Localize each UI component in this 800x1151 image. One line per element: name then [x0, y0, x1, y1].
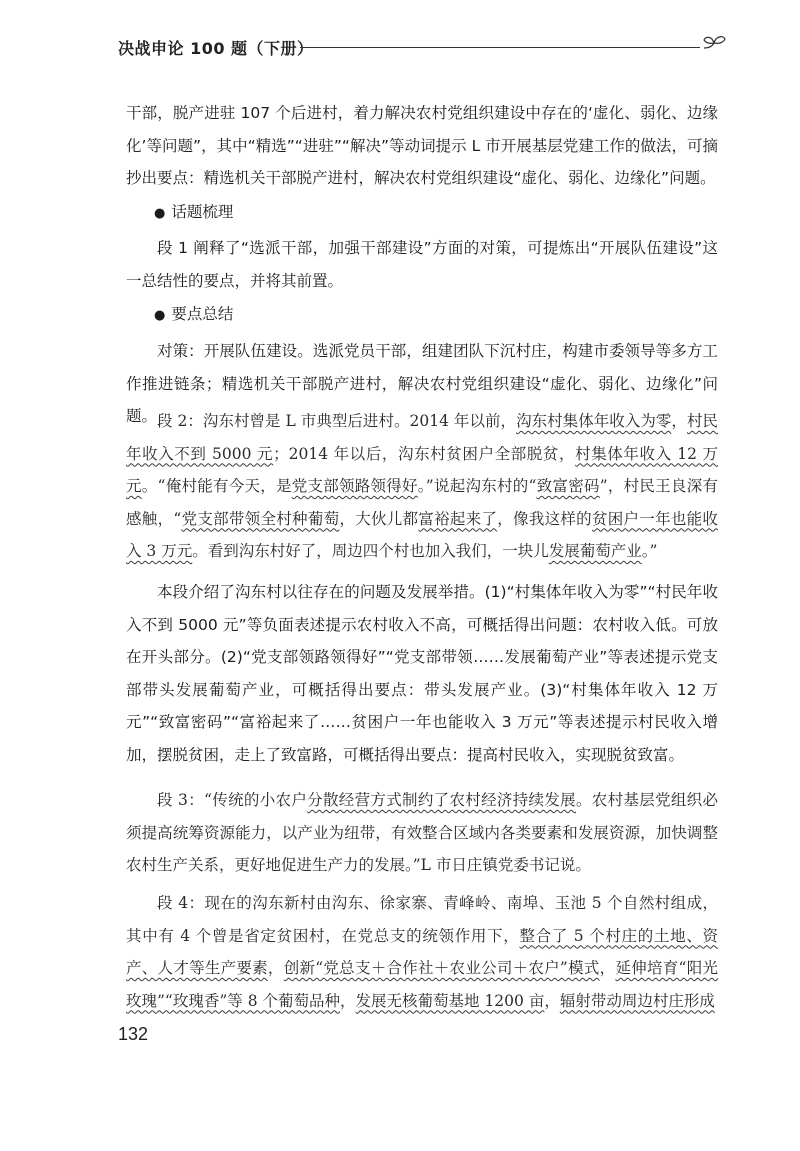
source-excerpt-4: 段 4：现在的沟东新村由沟东、徐家寨、青峰岭、南埠、玉池 5 个自然村组成，其中有 4 个曾是省定贫困村，在党总支的统领作用下，整合了 5 个村庄的土地、资产、人才等生产要素，创新“党总支＋合作社＋农业公司＋农户”模式，延伸培育“阳光玫瑰”“玫瑰香”等 8 个葡萄品种，发展无核葡萄基地 1200 亩，辐射带动周边村庄形成: [126, 894, 719, 1010]
underlined-phrase: 富裕起来了: [418, 509, 498, 528]
underlined-phrase: 整合了 5 个村庄的土地、资产、人才等生产要素: [126, 926, 719, 977]
underlined-phrase: 辐射带动周边村庄形成: [559, 991, 715, 1010]
underlined-phrase: 致富密码: [536, 477, 600, 495]
paragraph-continuation: 干部，脱产进驻 107 个后进村，着力解决农村党组织建设中存在的‘虚化、弱化、边缘化’等问题”，其中“精选”“进驻”“解决”等动词提示 L 市开展基层党建工作的做法，可摘抄出要点：精选机关干部脱产进村，解决农村党组织建设“虚化、弱化、边缘化”问题。: [126, 104, 718, 187]
section-heading-label: 要点总结: [171, 305, 234, 323]
source-excerpt-2: 段 2：沟东村曾是 L 市典型后进村。2014 年以前，沟东村集体年收入为零，村民年收入不到 5000 元；2014 年以后，沟东村贫困户全部脱贫，村集体年收入 12 万元。“俺村能有今天，是党支部领路领得好。”说起沟东村的“致富密码”，村民王良深有感触，“党支部带领全村种葡萄，大伙儿都富裕起来了，像我这样的贫困户一年也能收入 3 万元。看到沟东村好了，周边四个村也加入我们，一块儿发展葡萄产业。”: [126, 412, 718, 560]
underlined-phrase: 创新“党总支＋合作社＋农业公司＋农户”模式: [283, 959, 600, 977]
page-number: 132: [118, 1024, 149, 1044]
underlined-phrase: 村集体年收入 12 万元: [126, 444, 718, 495]
underlined-phrase: 发展无核葡萄基地 1200 亩: [355, 991, 545, 1010]
section-heading-topic: [154, 197, 233, 229]
bullet-icon: ●: [154, 308, 166, 323]
header-rule: [300, 47, 700, 48]
bullet-icon: ●: [154, 206, 166, 221]
running-header-title: 决战申论 100 题（下册）: [118, 39, 314, 58]
underlined-phrase: 分散经营方式制约了农村经济持续发展: [307, 791, 576, 809]
section-heading-label: 话题梳理: [171, 203, 234, 221]
analysis-paragraph-1: 段 1 阐释了“选派干部，加强干部建设”方面的对策，可提炼出“开展队伍建设”这一总结性的要点，并将其前置。: [126, 239, 718, 290]
underlined-phrase: 村民年收入不到 5000 元: [126, 412, 718, 463]
underlined-phrase: 沟东村集体年收入为零: [516, 412, 672, 430]
sprout-icon: [700, 34, 728, 56]
underlined-phrase: 党支部领路领得好: [291, 477, 418, 495]
underlined-phrase: 发展葡萄产业: [548, 542, 642, 560]
analysis-paragraph-2: 本段介绍了沟东村以往存在的问题及发展举措。(1)“村集体年收入为零”“村民年收入不到 5000 元”等负面表述提示农村收入不高，可概括得出问题：农村收入低。可放在开头部分。(2)“党支部领路领得好”“党支部带领……发展葡萄产业”等表述提示党支部带头发展葡萄产业，可概括得出要点：带头发展产业。(3)“村集体年收入 12 万元”“致富密码”“富裕起来了……贫困户一年也能收入 3 万元”等表述提示村民收入增加，摆脱贫困，走上了致富路，可概括得出要点：提高村民收入，实现脱贫致富。: [126, 583, 718, 764]
underlined-phrase: 党支部带领全村种葡萄: [181, 509, 340, 528]
section-heading-summary: [154, 299, 233, 331]
underlined-phrase: 贫困户一年也能收入 3 万元: [126, 509, 718, 560]
summary-paragraph: 对策：开展队伍建设。选派党员干部，组建团队下沉村庄，构建市委领导等多方工作推进链条；精选机关干部脱产进村，解决农村党组织建设“虚化、弱化、边缘化”问题。: [126, 342, 718, 425]
underlined-phrase: 延伸培育“阳光玫瑰”“玫瑰香”等 8 个葡萄品种: [126, 959, 718, 1010]
source-excerpt-3: 段 3：“传统的小农户分散经营方式制约了农村经济持续发展。农村基层党组织必须提高统筹资源能力，以产业为纽带，有效整合区域内各类要素和发展资源，加快调整农村生产关系，更好地促进生产力的发展。”L 市日庄镇党委书记说。: [126, 791, 718, 874]
